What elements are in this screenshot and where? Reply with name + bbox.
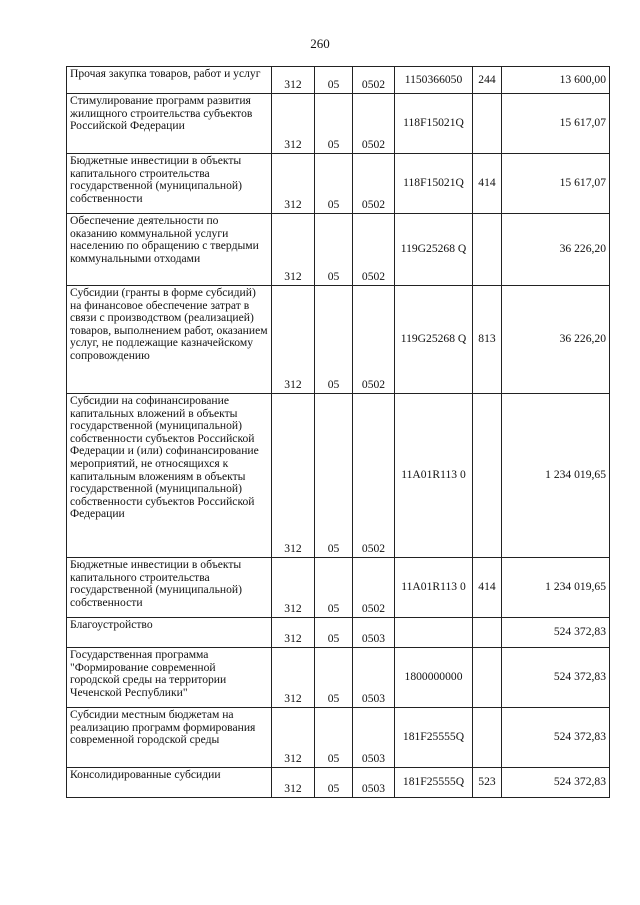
row-name-cell: Субсидии местным бюджетам на реализацию программ формирования современной городской среды	[67, 708, 272, 768]
row-expense-type-cell	[473, 394, 502, 558]
table-row	[67, 394, 610, 558]
row-amount-cell: 524 372,83	[502, 768, 610, 798]
row-section-cell: 05	[315, 94, 353, 154]
row-subsection-cell: 0503	[353, 618, 395, 648]
row-amount-cell: 1 234 019,65	[502, 394, 610, 558]
row-grbs-cell: 312	[272, 214, 315, 286]
table-row	[67, 558, 610, 618]
table-row	[67, 648, 610, 708]
row-grbs-cell: 312	[272, 558, 315, 618]
row-grbs-cell: 312	[272, 618, 315, 648]
row-grbs-cell: 312	[272, 648, 315, 708]
row-section-cell: 05	[315, 618, 353, 648]
row-amount-cell: 36 226,20	[502, 214, 610, 286]
row-subsection-cell: 0502	[353, 154, 395, 214]
row-subsection-cell: 0503	[353, 648, 395, 708]
row-section-cell: 05	[315, 558, 353, 618]
row-target-article-cell: 11A01R113 0	[395, 558, 473, 618]
row-target-article-cell: 11A01R113 0	[395, 394, 473, 558]
row-subsection-cell: 0502	[353, 394, 395, 558]
row-expense-type-cell	[473, 708, 502, 768]
row-section-cell: 05	[315, 394, 353, 558]
row-section-cell: 05	[315, 648, 353, 708]
row-name-cell: Консолидированные субсидии	[67, 768, 272, 798]
row-target-article-cell: 1150366050	[395, 67, 473, 94]
row-section-cell: 05	[315, 768, 353, 798]
row-grbs-cell: 312	[272, 67, 315, 94]
row-amount-cell: 1 234 019,65	[502, 558, 610, 618]
row-amount-cell: 15 617,07	[502, 94, 610, 154]
row-expense-type-cell	[473, 648, 502, 708]
table-row	[67, 708, 610, 768]
row-grbs-cell: 312	[272, 768, 315, 798]
row-expense-type-cell: 414	[473, 558, 502, 618]
row-section-cell: 05	[315, 154, 353, 214]
budget-table	[66, 66, 610, 798]
row-name-cell: Стимулирование программ развития жилищного строительства субъектов Российской Федерации	[67, 94, 272, 154]
row-target-article-cell: 181F25555Q	[395, 708, 473, 768]
row-subsection-cell: 0502	[353, 558, 395, 618]
row-grbs-cell: 312	[272, 394, 315, 558]
row-target-article-cell: 1800000000	[395, 648, 473, 708]
row-subsection-cell: 0502	[353, 67, 395, 94]
row-grbs-cell: 312	[272, 286, 315, 394]
row-amount-cell: 15 617,07	[502, 154, 610, 214]
page-number: 260	[310, 36, 330, 51]
row-name-cell: Бюджетные инвестиции в объекты капитального строительства государственной (муниципальной) собственности	[67, 154, 272, 214]
budget-table-body	[67, 67, 610, 798]
row-section-cell: 05	[315, 67, 353, 94]
table-row	[67, 768, 610, 798]
row-expense-type-cell: 523	[473, 768, 502, 798]
row-name-cell: Обеспечение деятельности по оказанию коммунальной услуги населению по обращению с твердыми коммунальными отходами	[67, 214, 272, 286]
row-subsection-cell: 0502	[353, 286, 395, 394]
table-row	[67, 286, 610, 394]
row-target-article-cell: 181F25555Q	[395, 768, 473, 798]
row-expense-type-cell: 813	[473, 286, 502, 394]
row-expense-type-cell	[473, 214, 502, 286]
row-name-cell: Благоустройство	[67, 618, 272, 648]
table-row	[67, 154, 610, 214]
row-name-cell: Субсидии (гранты в форме субсидий) на финансовое обеспечение затрат в связи с производством (реализацией) товаров, выполнением работ, оказанием услуг, не подлежащие казначейскому сопровождению	[67, 286, 272, 394]
row-target-article-cell: 118F15021Q	[395, 94, 473, 154]
row-target-article-cell: 119G25268 Q	[395, 214, 473, 286]
row-amount-cell: 524 372,83	[502, 618, 610, 648]
row-grbs-cell: 312	[272, 708, 315, 768]
row-target-article-cell	[395, 618, 473, 648]
row-subsection-cell: 0503	[353, 708, 395, 768]
row-name-cell: Прочая закупка товаров, работ и услуг	[67, 67, 272, 94]
row-name-cell: Субсидии на софинансирование капитальных вложений в объекты государственной (муниципальной) собственности субъектов Российской Федерации и (или) софинансирование мероприятий, не относящихся к капитальным вложениям в объекты государственной (муниципальной) собственности субъектов Российской Федерации	[67, 394, 272, 558]
table-row	[67, 618, 610, 648]
row-name-cell: Государственная программа "Формирование современной городской среды на территории Чеченской Республики"	[67, 648, 272, 708]
row-subsection-cell: 0502	[353, 214, 395, 286]
row-subsection-cell: 0503	[353, 768, 395, 798]
row-target-article-cell: 118F15021Q	[395, 154, 473, 214]
table-row	[67, 214, 610, 286]
row-amount-cell: 524 372,83	[502, 708, 610, 768]
row-expense-type-cell	[473, 94, 502, 154]
row-amount-cell: 36 226,20	[502, 286, 610, 394]
row-section-cell: 05	[315, 214, 353, 286]
row-section-cell: 05	[315, 286, 353, 394]
row-subsection-cell: 0502	[353, 94, 395, 154]
row-amount-cell: 13 600,00	[502, 67, 610, 94]
row-amount-cell: 524 372,83	[502, 648, 610, 708]
row-expense-type-cell: 414	[473, 154, 502, 214]
row-grbs-cell: 312	[272, 154, 315, 214]
row-name-cell: Бюджетные инвестиции в объекты капитального строительства государственной (муниципальной) собственности	[67, 558, 272, 618]
row-section-cell: 05	[315, 708, 353, 768]
table-row	[67, 94, 610, 154]
table-row	[67, 67, 610, 94]
row-grbs-cell: 312	[272, 94, 315, 154]
row-target-article-cell: 119G25268 Q	[395, 286, 473, 394]
row-expense-type-cell	[473, 618, 502, 648]
row-expense-type-cell: 244	[473, 67, 502, 94]
